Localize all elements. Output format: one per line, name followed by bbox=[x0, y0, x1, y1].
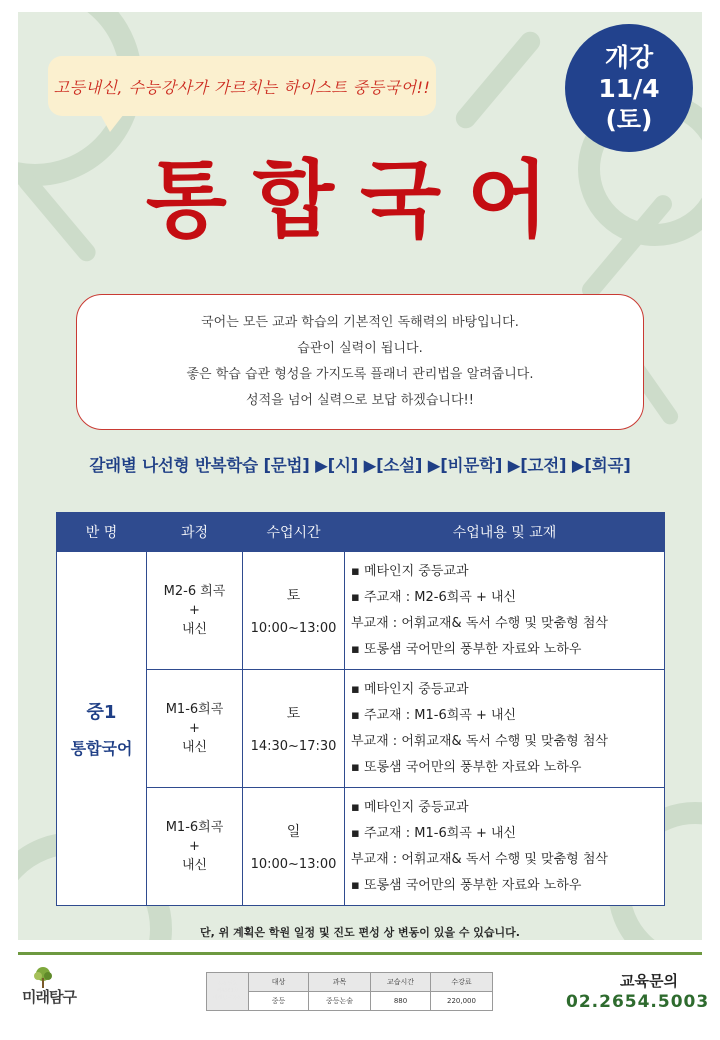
badge-line-3: (토) bbox=[605, 104, 653, 134]
course-cell bbox=[147, 670, 243, 788]
intro-line: 성적을 넘어 실력으로 보답 하겠습니다!! bbox=[246, 393, 474, 408]
table-row bbox=[57, 788, 665, 906]
registration-line: 제4861호 bbox=[216, 988, 239, 994]
header-class: 반 명 bbox=[57, 513, 147, 552]
class-hours: 14:30~17:30 bbox=[250, 739, 337, 754]
content-line: ▪ 주교재 : M1-6희곡 + 내신 bbox=[351, 707, 517, 723]
content-line: 부교재 : 어휘교재& 독서 수행 및 맞춤형 첨삭 bbox=[351, 615, 608, 631]
fee-header: 대상 bbox=[249, 973, 309, 992]
content-line: ▪ 메타인지 중등교과 bbox=[351, 799, 469, 815]
decorative-stripe bbox=[452, 28, 544, 133]
footer-divider bbox=[18, 952, 702, 955]
intro-line: 좋은 학습 습관 형성을 가지도록 플래너 관리법을 알려줍니다. bbox=[186, 367, 534, 382]
header-course: 과정 bbox=[147, 513, 243, 552]
table-row bbox=[57, 670, 665, 788]
contact-phone[interactable]: 02.2654.5003 bbox=[566, 992, 710, 1012]
content-line: ▪ 또롱샘 국어만의 풍부한 자료와 노하우 bbox=[351, 641, 582, 657]
header-time: 수업시간 bbox=[243, 513, 345, 552]
logo-text: 미래탐구 bbox=[22, 988, 76, 1006]
badge-line-2: 11/4 bbox=[598, 73, 660, 103]
contact-label: 교육문의 bbox=[620, 972, 678, 990]
content-line: ▪ 주교재 : M2-6희곡 + 내신 bbox=[351, 589, 517, 605]
registration-line: 미래탐구목동 bbox=[213, 995, 242, 1001]
content-line: ▪ 또롱샘 국어만의 풍부한 자료와 노하우 bbox=[351, 759, 582, 775]
registration-info bbox=[207, 973, 249, 1011]
class-hours: 10:00~13:00 bbox=[250, 621, 337, 636]
fee-value-row bbox=[207, 992, 493, 1011]
course-text: 내신 bbox=[181, 622, 208, 637]
course-text: + bbox=[189, 721, 200, 736]
badge-line-1: 개강 bbox=[604, 42, 654, 72]
course-text: + bbox=[189, 839, 200, 854]
opening-date-badge bbox=[565, 24, 693, 152]
intro-line: 국어는 모든 교과 학습의 기본적인 독해력의 바탕입니다. bbox=[201, 315, 519, 330]
content-cell bbox=[345, 788, 665, 906]
course-text: 내신 bbox=[181, 740, 208, 755]
fee-value: 220,000 bbox=[431, 992, 493, 1011]
class-grade: 중1 bbox=[86, 702, 117, 723]
fee-value: 중등 bbox=[249, 992, 309, 1011]
academy-logo bbox=[22, 966, 98, 1010]
speech-bubble bbox=[48, 56, 436, 116]
fee-table bbox=[206, 972, 493, 1011]
content-line: ▪ 메타인지 중등교과 bbox=[351, 563, 469, 579]
fee-header-row bbox=[207, 973, 493, 992]
content-line: ▪ 주교재 : M1-6희곡 + 내신 bbox=[351, 825, 517, 841]
fee-header: 과목 bbox=[309, 973, 371, 992]
course-text: M1-6희곡 bbox=[165, 820, 224, 835]
course-text: M2-6 희곡 bbox=[163, 584, 226, 599]
schedule-table bbox=[56, 512, 665, 906]
class-hours: 10:00~13:00 bbox=[250, 857, 337, 872]
learning-sequence: 갈래별 나선형 반복학습 [문법] ▶[시] ▶[소설] ▶[비문학] ▶[고전] ▶[희곡] bbox=[89, 456, 631, 475]
class-day: 일 bbox=[286, 824, 301, 840]
time-cell bbox=[243, 670, 345, 788]
intro-line: 습관이 실력이 됩니다. bbox=[297, 341, 423, 356]
content-line: 부교재 : 어휘교재& 독서 수행 및 맞춤형 첨삭 bbox=[351, 733, 608, 749]
registration-line: 등록번호 bbox=[217, 981, 238, 987]
intro-box bbox=[76, 294, 644, 430]
header-content: 수업내용 및 교재 bbox=[345, 513, 665, 552]
class-cell bbox=[57, 552, 147, 906]
course-cell bbox=[147, 552, 243, 670]
class-name: 통합국어 bbox=[70, 739, 133, 758]
top-message: 고등내신, 수능강사가 가르치는 하이스트 중등국어!! bbox=[53, 77, 431, 97]
time-cell bbox=[243, 552, 345, 670]
content-line: ▪ 또롱샘 국어만의 풍부한 자료와 노하우 bbox=[351, 877, 582, 893]
tree-icon bbox=[32, 966, 54, 988]
schedule-notice: 단, 위 계획은 학원 일정 및 진도 편성 상 변동이 있을 수 있습니다. bbox=[200, 926, 520, 939]
class-day: 토 bbox=[286, 706, 301, 722]
content-line: ▪ 메타인지 중등교과 bbox=[351, 681, 469, 697]
table-header-row bbox=[57, 513, 665, 552]
class-day: 토 bbox=[286, 588, 301, 604]
fee-value: 880 bbox=[371, 992, 431, 1011]
content-cell bbox=[345, 670, 665, 788]
course-text: M1-6희곡 bbox=[165, 702, 224, 717]
fee-header: 수강료 bbox=[431, 973, 493, 992]
fee-header: 교습시간 bbox=[371, 973, 431, 992]
main-title: 통합국어 bbox=[145, 150, 575, 249]
time-cell bbox=[243, 788, 345, 906]
course-text: + bbox=[189, 603, 200, 618]
course-text: 내신 bbox=[181, 858, 208, 873]
course-cell bbox=[147, 788, 243, 906]
content-cell bbox=[345, 552, 665, 670]
table-row bbox=[57, 552, 665, 670]
fee-value: 중등논술 bbox=[309, 992, 371, 1011]
content-line: 부교재 : 어휘교재& 독서 수행 및 맞춤형 첨삭 bbox=[351, 851, 608, 867]
